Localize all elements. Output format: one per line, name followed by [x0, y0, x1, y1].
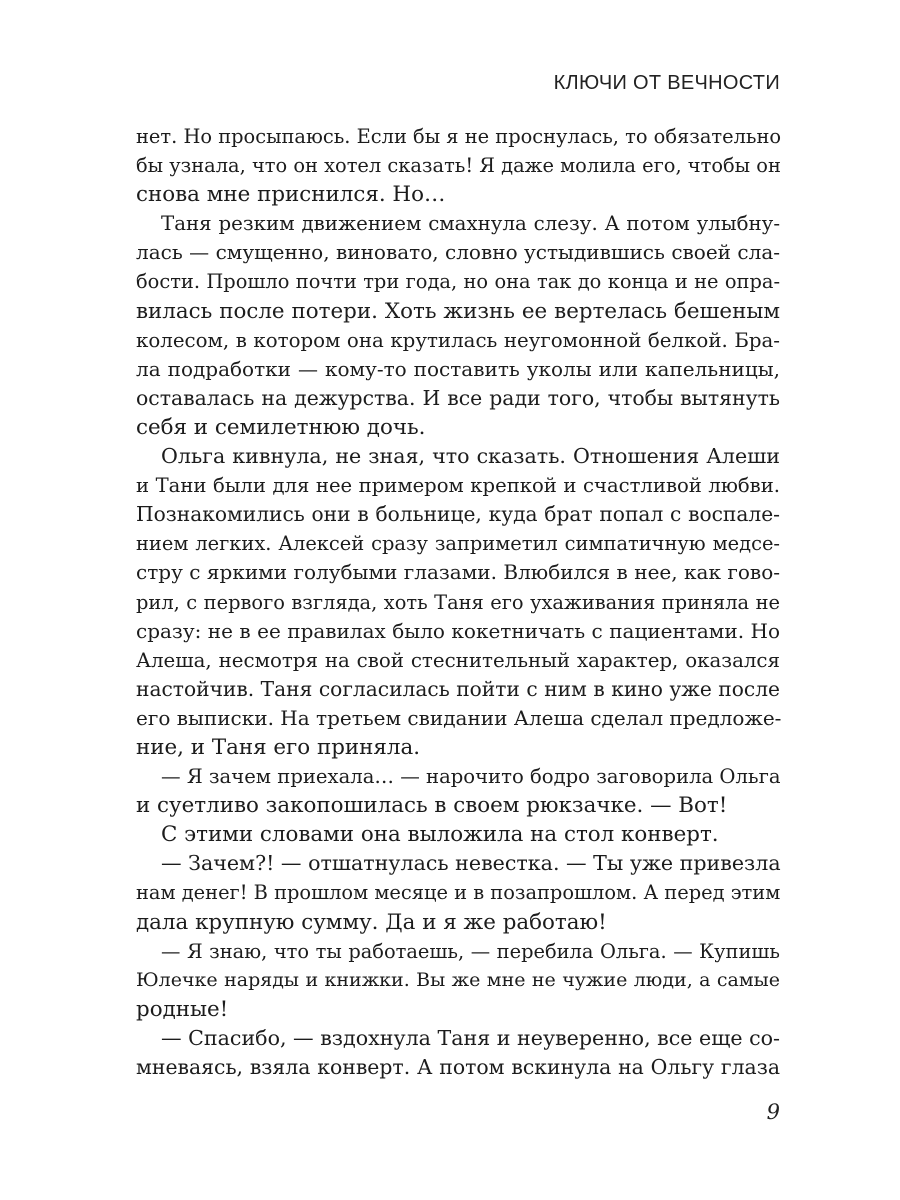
text-line: себя и семилетнюю дочь. [136, 414, 426, 440]
text-line: настойчив. Таня согласилась пойти с ним в кино уже после [136, 676, 780, 701]
text-line: ние, и Таня его приняла. [136, 734, 421, 760]
text-line: стру с яркими голубыми глазами. Влюбился в нее, как гово- [136, 560, 780, 585]
text-line: вилась после потери. Хоть жизнь ее вертелась бешеным [136, 298, 780, 324]
text-line: Ольга кивнула, не зная, что сказать. Отношения Алеши [161, 444, 780, 469]
text-line: Юлечке наряды и книжки. Вы же мне не чужие люди, а самые [136, 968, 780, 991]
text-line: С этими словами она выложила на стол конверт. [161, 822, 719, 848]
text-line: нием легких. Алексей сразу заприметил симпатичную медсе- [136, 532, 780, 556]
running-head-title: КЛЮЧИ ОТ ВЕЧНОСТИ [553, 72, 780, 94]
text-line: Таня резким движением смахнула слезу. А потом улыбну- [161, 212, 780, 236]
text-line: родные! [136, 996, 229, 1022]
text-line: ла подработки — кому-то поставить уколы или капельницы, [136, 356, 780, 381]
text-line: нет. Но просыпаюсь. Если бы я не проснулась, то обязательно [136, 125, 782, 148]
text-line: Алеша, несмотря на свой стеснительный характер, оказался [136, 648, 780, 672]
text-line: бости. Прошло почти три года, но она так до конца и не опра- [136, 270, 780, 294]
text-line: — Я знаю, что ты работаешь, — перебила Ольга. — Купишь [161, 939, 780, 963]
text-line: Познакомились они в больнице, куда брат попал с воспале- [136, 502, 780, 527]
text-line: лась — смущенно, виновато, словно устыдившись своей сла- [136, 240, 780, 265]
text-line: и Тани были для нее примером крепкой и счастливой любви. [136, 474, 780, 498]
text-line: сразу: не в ее правилах было кокетничать с пациентами. Но [136, 618, 780, 643]
text-line: рил, с первого взгляда, хоть Таня его ухаживания приняла не [136, 590, 780, 614]
text-line: оставалась на дежурства. И все ради того, чтобы вытянуть [136, 385, 780, 410]
text-line: мневаясь, взяла конверт. А потом вскинула на Ольгу глаза [136, 1055, 780, 1079]
text-line: его выписки. На третьем свидании Алеша сделал предложе- [136, 705, 782, 730]
text-line: колесом, в котором она крутилась неугомонной белкой. Бра- [136, 328, 780, 352]
text-line: — Я зачем приехала… — нарочито бодро заговорила Ольга [161, 765, 781, 789]
page-number: 9 [766, 1100, 780, 1124]
text-line: дала крупную сумму. Да и я же работаю! [136, 909, 607, 935]
text-line: — Спасибо, — вздохнула Таня и неуверенно, все еще со- [161, 1025, 780, 1050]
text-line: — Зачем?! — отшатнулась невестка. — Ты уже привезла [161, 851, 781, 876]
text-line: бы узнала, что он хотел сказать! Я даже молила его, чтобы он [136, 154, 781, 178]
text-line: снова мне приснился. Но… [136, 182, 446, 208]
text-line: нам денег! В прошлом месяце и в позапрошлом. А перед этим [136, 881, 781, 905]
text-line: и суетливо закопошилась в своем рюкзачке. — Вот! [136, 793, 728, 819]
body-text [136, 122, 780, 1082]
